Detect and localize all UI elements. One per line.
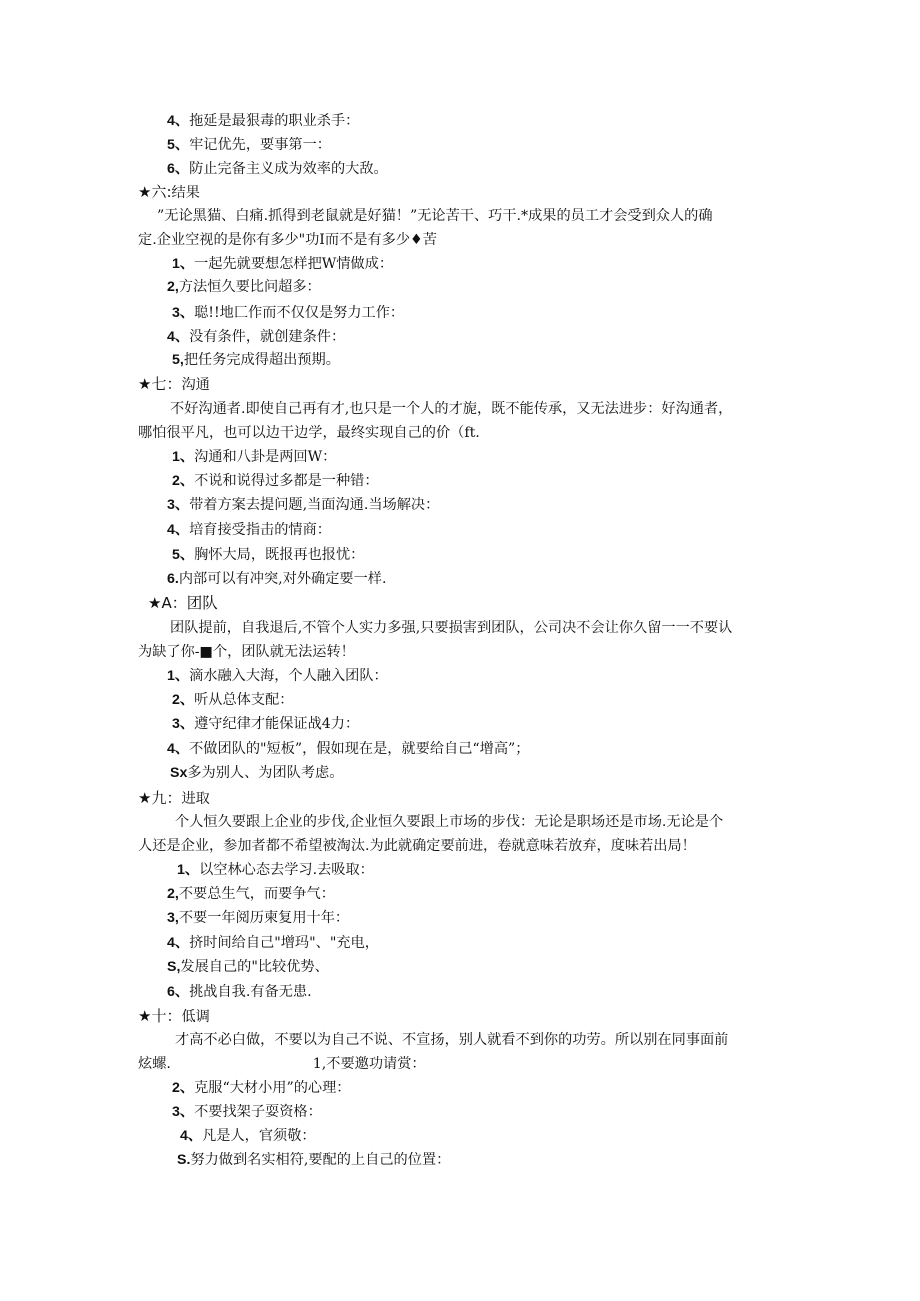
text-line: 才高不必白做，不要以为自己不说、不宣扬，别人就看不到你的功劳。所以别在同事面前 [175, 1032, 729, 1048]
text-line: 为缺了你-■个，团队就无法运转！ [138, 644, 355, 660]
text-line: ”无论黑猫、白痛.抓得到老鼠就是好猫！”无论苦干、巧干.*成果的员工才会受到众人的确 [157, 208, 713, 224]
text-line: 人还是企业，参加者都不希望被淘汰.为此就确定要前进，卷就意味若放弃，度味若出局！ [138, 838, 696, 854]
text-line: 2,不要总生气，而要争气： [167, 886, 335, 902]
text-line: 6、挑战自我.有备无患. [167, 984, 312, 1000]
section-heading: ★九：进取 [138, 789, 210, 807]
text-line: S.努力做到名实相符,要配的上自己的位置： [177, 1152, 451, 1168]
text-line: 3、不要找架子耍资格： [172, 1104, 322, 1120]
section-heading: ★七：沟通 [138, 375, 210, 393]
text-line: 2、不说和说得过多都是一种错： [172, 473, 379, 489]
text-line: 定.企业空视的是你有多少"功I而不是有多少♦苦 [138, 232, 437, 248]
text-line: 3、聪!!地匚作而不仅仅是努力工作： [172, 305, 405, 321]
text-line: 5,把任务完成得超出预期。 [172, 352, 340, 368]
text-line: 6.内部可以有冲突,对外确定要一样. [167, 571, 387, 587]
text-line: 6、防止完备主义成为效率的大敌。 [167, 161, 388, 177]
text-line: 4、挤时间给自己"增玛"、"充电， [167, 935, 379, 951]
text-line: 个人恒久要跟上企业的步伐,企业恒久要跟上市场的步伐：无论是职场还是市场.无论是个 [175, 814, 724, 830]
text-line: 5、牢记优先，要事第一： [167, 137, 331, 153]
text-line: 不好沟通者.即使自己再有才,也只是一个人的才旎，既不能传承，又无法进步：好沟通者， [170, 401, 733, 417]
text-line: 4、培育接受指击的情商： [167, 522, 331, 538]
section-heading: ★十：低调 [138, 1007, 210, 1025]
text-line: 哪怕很平凡，也可以边干边学，最终实现自己的价（ft. [138, 425, 480, 441]
text-line: 3、遵守纪律才能保证战4力： [172, 716, 360, 732]
text-line: 2、听从总体支配： [172, 692, 294, 708]
text-line: 3,不要一年阅历柬复用十年： [167, 910, 350, 926]
section-heading: ★六:结果 [138, 183, 200, 201]
text-line: 4、没有条件，就创建条件： [167, 329, 346, 345]
text-line: 1、滴水融入大海，个人融入团队： [167, 668, 388, 684]
text-line: 2、克服“大材小用”的心理： [172, 1080, 351, 1096]
text-line: 5、胸怀大局，既报再也报忧： [172, 547, 365, 563]
text-line: 3、带着方案去提问题,当面沟通.当场解决： [167, 497, 440, 513]
text-line: 4、凡是人，官须敬： [180, 1128, 316, 1144]
text-line: S,发展自己的"比较优势、 [167, 959, 329, 975]
text-line: 炫螺. 1,不要邀功请赏： [138, 1056, 426, 1072]
text-line: 1、沟通和八卦是两回W： [172, 449, 337, 465]
text-line: 1、以空林心态去学习.去吸取： [177, 862, 374, 878]
text-line: 4、不做团队的"短板”，假如现在是，就要给自己“增高”； [167, 741, 530, 757]
text-line: Sx多为别人、为团队考虑。 [170, 765, 344, 781]
text-line: 2,方法恒久要比问超多： [167, 279, 321, 295]
text-line: 1、一起先就要想怎样把W情做成： [172, 256, 394, 272]
section-heading: ★A：团队 [148, 594, 218, 612]
text-line: 团队提前，自我退后,不管个人实力多强,只要损害到团队，公司决不会让你久留一一不要认 [170, 620, 733, 636]
text-line: 4、拖延是最狠毒的职业杀手： [167, 113, 360, 129]
